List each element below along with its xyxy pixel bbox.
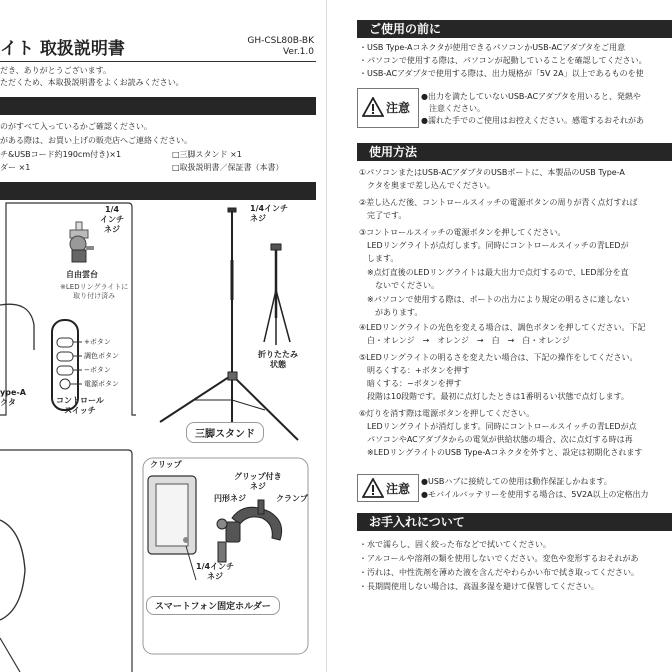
model-number: GH-CSL80B-BK	[247, 36, 314, 46]
before-use-item-2: ・パソコンで使用する際は、パソコンが起動していることを確認してください。	[359, 56, 647, 65]
label-holder-screw: 1/4インチ ネジ	[196, 562, 235, 581]
page-gutter	[326, 0, 327, 672]
caution-1-line-1: ●出力を満たしていないUSB-ACアダプタを用いると、発熱や	[421, 92, 641, 101]
usage-line: ※パソコンで使用する際は、ポートの出力により規定の明るさに達しない	[359, 295, 630, 304]
caution-1-line-2: 注意ください。	[421, 104, 485, 113]
label-controller: コントロール スイッチ	[56, 396, 104, 415]
before-use-item-3: ・USB-ACアダプタで使用する際は、出力規格が「5V 2A」以上であるものを使	[359, 69, 644, 78]
label-round-screw: 円形ネジ	[214, 494, 246, 503]
usage-line: ④LEDリングライトの光色を変える場合は、調色ボタンを押してください。下記	[359, 323, 646, 332]
usage-line: ※点灯直後のLEDリングライトは最大出力で点灯するので、LED部分を直	[359, 268, 629, 277]
usage-line: します。	[359, 254, 399, 263]
usage-line: ②差し込んだ後、コントロールスイッチの電源ボタンの周りが青く点灯すれば	[359, 198, 638, 207]
contents-ring-light: チ&USBコード約190cm付き)×1	[0, 150, 122, 159]
label-folded: 折りたたみ 状態	[258, 350, 298, 369]
warning-icon	[362, 97, 384, 117]
care-item-2: ・アルコールや溶剤の類を使用しないでください。変色や変形するおそれがあ	[359, 554, 639, 563]
ball-head-illustration	[70, 222, 94, 262]
usage-line: 段階は10段階です。最初に点灯したときは1番明るい状態で点灯します。	[359, 392, 629, 401]
label-tripod-stand: 三脚スタンド	[186, 422, 264, 443]
care-item-4: ・長期間使用しない場合は、高温多湿を避けて保管してください。	[359, 582, 599, 591]
cable	[0, 304, 34, 350]
tripod-illustration	[160, 208, 298, 440]
caution-2-line-1: ●USBハブに接続しての使用は動作保証しかねます。	[421, 477, 612, 486]
contents-tripod: □三脚スタンド ×1	[172, 150, 242, 159]
contents-line-1: のがすべて入っているかご確認ください。	[0, 122, 152, 131]
label-free-mount-note: ※LEDリングライトに 取り付け済み	[60, 283, 129, 300]
caution-2-line-2: ●モバイルバッテリーを使用する場合は、5V2A以上の定格出力	[421, 490, 649, 499]
warning-icon	[362, 478, 384, 498]
contents-holder: ダー ×1	[0, 163, 31, 172]
usage-line: ①パソコンまたはUSB-ACアダプタのUSBポートに、本製品のUSB Type-A	[359, 168, 625, 177]
usage-heading: 使用方法	[357, 143, 672, 161]
usage-line: 完了です。	[359, 211, 407, 220]
label-color-button: 調色ボタン	[84, 352, 119, 360]
label-smartphone-holder: スマートフォン固定ホルダー	[146, 596, 280, 615]
usage-line: パソコンやACアダプタからの電気が供給状態の場合、次に点灯する時は再	[359, 435, 633, 444]
label-power-button: 電源ボタン	[84, 380, 119, 388]
before-use-item-1: ・USB Type-Aコネクタが使用できるパソコンかUSB-ACアダプタをご用意	[359, 43, 626, 52]
usage-line: ※LEDリングライトのUSB Type-Aコネクタを外すと、設定は初期化されます	[359, 448, 643, 457]
intro-line-2: ただくため、本取扱説明書をよくお読みください。	[0, 78, 184, 87]
usage-line: 白・オレンジ → オレンジ → 白 → 白・オレンジ	[359, 336, 570, 345]
care-item-3: ・汚れは、中性洗剤を薄めた液を含んだやわらかい布で拭き取ってください。	[359, 568, 639, 577]
usage-line: があります。	[359, 308, 423, 317]
usage-line: ③コントロールスイッチの電源ボタンを押してください。	[359, 228, 566, 237]
usage-line: クタを奥まで差し込んでください。	[359, 181, 495, 190]
ring-arc	[0, 520, 25, 620]
usage-line: ないでください。	[359, 281, 439, 290]
caution-label-1: 注意	[386, 101, 411, 115]
version: Ver.1.0	[282, 47, 314, 57]
usage-line: LEDリングライトが消灯します。同時にコントロールスイッチの青LEDが点	[359, 422, 637, 431]
label-free-mount: 自由雲台	[66, 270, 98, 279]
label-clamp: クランプ	[276, 494, 308, 503]
usage-line: 明るくする：+ボタンを押す	[359, 366, 470, 375]
before-use-heading: ご使用の前に	[357, 20, 672, 38]
intro-line-1: だき、ありがとうございます。	[0, 66, 112, 75]
contents-bar	[0, 97, 316, 115]
label-minus-button: −ボタン	[84, 366, 111, 374]
label-plus-button: +ボタン	[84, 338, 111, 346]
care-heading: お手入れについて	[357, 513, 672, 531]
parts-bar	[0, 182, 316, 200]
usage-line: ⑤LEDリングライトの明るさを変えたい場合は、下記の操作をしてください。	[359, 353, 638, 362]
title-underline	[0, 61, 316, 62]
usage-line: 暗くする：−ボタンを押す	[359, 379, 462, 388]
contents-manual: □取扱説明書／保証書（本書）	[172, 163, 284, 172]
contents-line-2: がある際は、お買い上げの販売店へご連絡ください。	[0, 136, 192, 145]
label-grip-screw: グリップ付き ネジ	[234, 472, 282, 491]
usage-line: LEDリングライトが点灯します。同時にコントロールスイッチの青LEDが	[359, 241, 629, 250]
label-quarter-inch-screw: 1/4 インチ ネジ	[100, 205, 124, 234]
caution-label-2: 注意	[386, 482, 411, 496]
ring-product-box	[0, 450, 132, 672]
usage-line: ⑥灯りを消す際は電源ボタンを押してください。	[359, 409, 535, 418]
label-type-a: ype-A クタ	[0, 388, 26, 407]
caution-1-line-3: ●濡れた手でのご使用はお控えください。感電するおそれがあ	[421, 116, 644, 125]
manual-title: イト 取扱説明書	[0, 39, 125, 59]
label-tripod-screw: 1/4インチ ネジ	[250, 204, 289, 223]
care-item-1: ・水で濡らし、固く絞った布などで拭いてください。	[359, 540, 551, 549]
label-clip: クリップ	[150, 460, 182, 469]
